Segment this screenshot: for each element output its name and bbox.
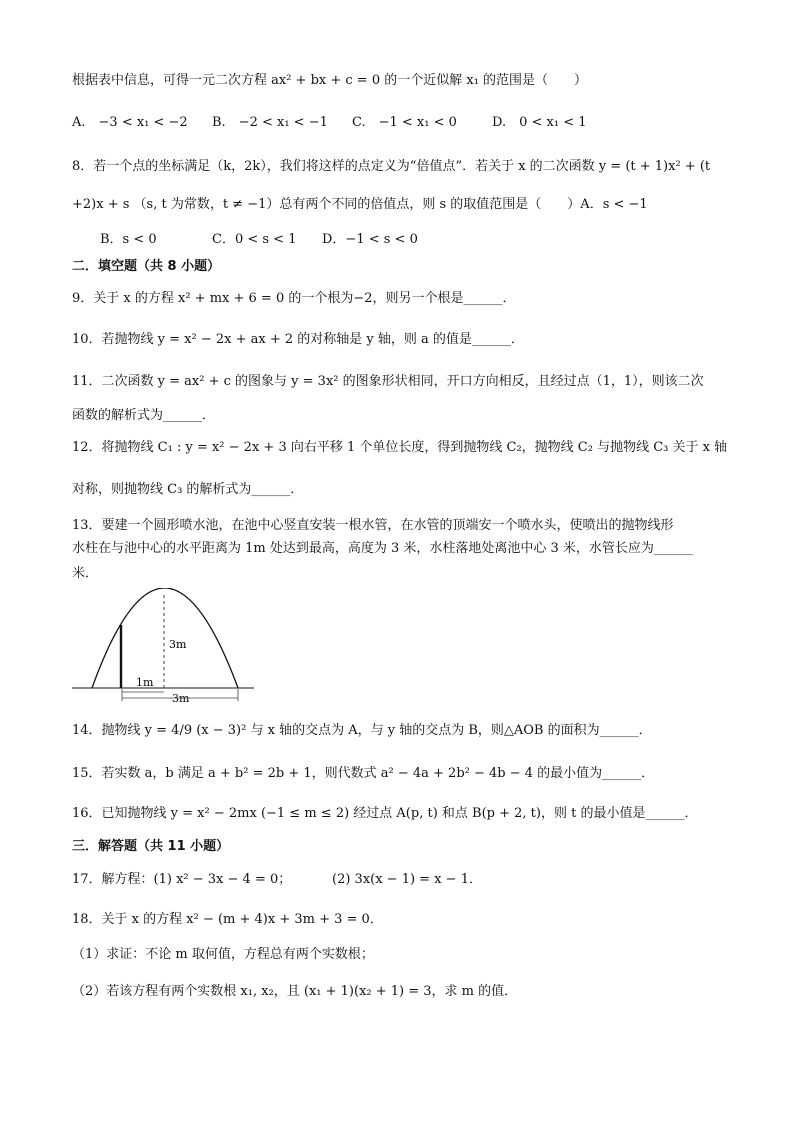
q7-option-a: A. −3 < x₁ < −2 [72,115,188,130]
q13-line1: 13．要建一个圆形喷水池，在池中心竖直安装一根水管，在水管的顶端安一个喷水头，使喷出的抛物线形 [72,518,674,533]
section-solve-heading: 三．解答题（共 11 小题） [72,839,230,854]
q13-line2: 水柱在与池中心的水平距离为 1m 处达到最高，高度为 3 米，水柱落地处离池中心 3 米，水管长应为______ [72,541,693,556]
q17-part1: 17．解方程：(1) x² − 3x − 4 = 0； [72,872,292,887]
section-fill-in-heading: 二．填空题（共 8 小题） [72,259,221,274]
q18-part1: （1）求证：不论 m 取何值，方程总有两个实数根； [72,947,374,962]
q12-line1: 12．将抛物线 C₁ : y = x² − 2x + 3 向右平移 1 个单位长度，得到抛物线 C₂，抛物线 C₂ 与抛物线 C₃ 关于 x 轴 [72,440,728,455]
parabola-arc [92,588,238,688]
fountain-diagram [72,588,262,708]
label-3m: 3m [172,692,190,705]
q16: 16．已知抛物线 y = x² − 2mx (−1 ≤ m ≤ 2) 经过点 A(p, t) 和点 B(p + 2, t)，则 t 的最小值是______． [72,806,698,821]
q7-stem: 根据表中信息，可得一元二次方程 ax² + bx + c = 0 的一个近似解 x₁ 的范围是（ ） [72,73,588,88]
q13-line3: 米． [72,566,99,581]
q14: 14．抛物线 y = 4/9 (x − 3)² 与 x 轴的交点为 A，与 y 轴的交点为 B，则△AOB 的面积为______． [72,723,652,738]
q18-stem: 18．关于 x 的方程 x² − (m + 4)x + 3m + 3 = 0． [72,912,383,927]
q8-line1: 8．若一个点的坐标满足（k，2k），我们将这样的点定义为“倍值点”．若关于 x 的二次函数 y = (t + 1)x² + (t [72,159,711,174]
q7-option-c: C. −1 < x₁ < 0 [352,115,457,130]
q8-option-b: B．s < 0 [100,232,157,247]
q10: 10．若抛物线 y = x² − 2x + ax + 2 的对称轴是 y 轴，则 a 的值是______． [72,332,524,347]
q12-line2: 对称，则抛物线 C₃ 的解析式为______． [72,482,304,497]
q8-line2: +2)x + s （s, t 为常数，t ≠ −1）总有两个不同的倍值点，则 s 的取值范围是（ ）A．s < −1 [72,197,648,212]
q17-part2: (2) 3x(x − 1) = x − 1． [332,872,482,887]
q8-option-c: C．0 < s < 1 [212,232,297,247]
label-height-3m: 3m [169,638,187,651]
q11-line1: 11．二次函数 y = ax² + c 的图象与 y = 3x² 的图象形状相同，开口方向相反，且经过点（1，1），则该二次 [72,374,704,389]
q15: 15．若实数 a，b 满足 a + b² = 2b + 1，则代数式 a² − 4a + 2b² − 4b − 4 的最小值为______． [72,766,655,781]
q11-line2: 函数的解析式为______． [72,408,216,423]
q18-part2: （2）若该方程有两个实数根 x₁, x₂，且 (x₁ + 1)(x₂ + 1) = 3，求 m 的值． [72,984,518,999]
q7-option-d: D. 0 < x₁ < 1 [492,115,587,130]
q8-option-d: D．−1 < s < 0 [322,232,418,247]
q9: 9．关于 x 的方程 x² + mx + 6 = 0 的一个根为−2，则另一个根是______． [72,291,516,306]
label-1m: 1m [136,676,154,689]
q7-option-b: B. −2 < x₁ < −1 [212,115,328,130]
